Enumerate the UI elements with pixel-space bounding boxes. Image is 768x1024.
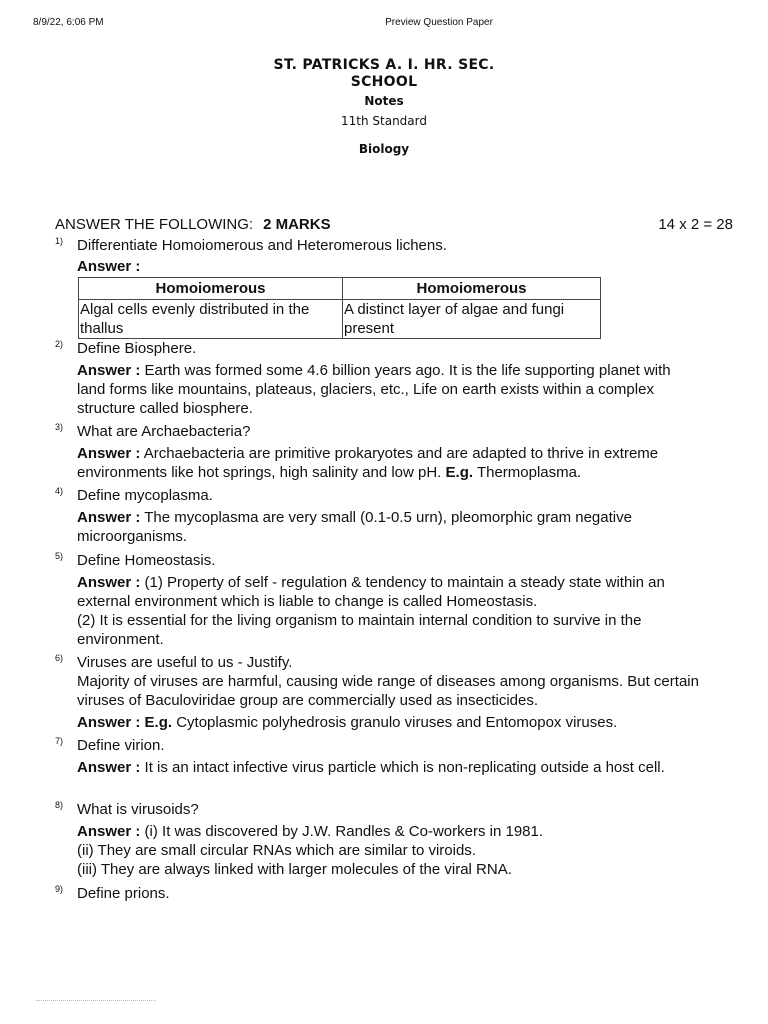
question-text: Define Biosphere. — [77, 340, 197, 357]
answer-block — [77, 361, 677, 418]
question-6 — [55, 653, 735, 732]
answer-block — [77, 444, 717, 482]
question-number: 8) — [55, 800, 64, 810]
question-1 — [55, 236, 735, 339]
question-7 — [55, 736, 735, 777]
question-text: Define virion. — [77, 737, 165, 754]
school-name-line1: ST. PATRICKS A. I. HR. SEC. — [273, 57, 495, 73]
answer-block — [77, 508, 667, 546]
table-row — [79, 300, 601, 339]
subject-label: Biology — [358, 142, 410, 156]
answer-label: Answer : — [77, 509, 141, 526]
question-text: Define Homeostasis. — [77, 552, 216, 569]
question-text: What are Archaebacteria? — [77, 423, 251, 440]
question-number: 3) — [55, 422, 64, 432]
print-datetime: 8/9/22, 6:06 PM — [33, 17, 104, 28]
standard-label: 11th Standard — [341, 114, 427, 128]
notes-heading: Notes — [364, 94, 404, 108]
footer-url-fragment — [36, 1000, 156, 1004]
question-2 — [55, 339, 735, 418]
answer-block — [77, 822, 735, 841]
section-label: ANSWER THE FOLLOWING: — [55, 216, 254, 233]
question-number: 1) — [55, 236, 64, 246]
table-cell: Algal cells evenly distributed in the thallus — [79, 300, 343, 339]
answer-block — [77, 758, 667, 777]
question-9 — [55, 884, 735, 903]
school-name-line2: SCHOOL — [350, 74, 418, 90]
section-total: 14 x 2 = 28 — [658, 216, 733, 233]
question-text: Viruses are useful to us - Justify. — [77, 654, 293, 671]
answer-text: Archaebacteria are primitive prokaryotes and are adapted to thrive in extreme environments like hot springs, high salinity and low pH. — [77, 445, 659, 481]
answer-label: Answer : — [77, 574, 141, 591]
answer-line: (ii) They are small circular RNAs which are similar to viroids. — [77, 842, 476, 859]
answer-label: Answer : — [77, 445, 141, 462]
section-marks: 2 MARKS — [263, 216, 331, 233]
question-number: 4) — [55, 486, 64, 496]
table-cell: A distinct layer of algae and fungi present — [343, 300, 601, 339]
question-extra-text: Majority of viruses are harmful, causing wide range of diseases among organisms. But certain viruses of Baculoviridae group are commercially used as insecticides. — [77, 673, 699, 709]
answer-block — [77, 257, 735, 276]
question-number: 5) — [55, 551, 64, 561]
question-text: Define mycoplasma. — [77, 487, 213, 504]
answer-example: Cytoplasmic polyhedrosis granulo viruses and Entomopox viruses. — [176, 714, 618, 731]
answer-extra: (2) It is essential for the living organism to maintain internal condition to survive in the environment. — [77, 612, 642, 648]
question-text: What is virusoids? — [77, 801, 199, 818]
eg-label: E.g. — [144, 714, 173, 731]
answer-label: Answer : — [77, 714, 141, 731]
question-number: 2) — [55, 339, 64, 349]
answer-text: (1) Property of self - regulation & tendency to maintain a steady state within an external environment which is liable to change is called Homeostasis. — [77, 574, 665, 610]
question-8 — [55, 800, 735, 879]
question-number: 9) — [55, 884, 64, 894]
print-page-title: Preview Question Paper — [385, 17, 493, 28]
question-3 — [55, 422, 735, 482]
comparison-table — [78, 277, 601, 339]
table-header-row — [79, 278, 601, 300]
question-text: Differentiate Homoiomerous and Heteromerous lichens. — [77, 237, 447, 254]
answer-label: Answer : — [77, 759, 141, 776]
question-5 — [55, 551, 735, 649]
answer-example: Thermoplasma. — [476, 464, 582, 481]
table-header-cell: Homoiomerous — [79, 278, 343, 300]
question-number: 6) — [55, 653, 64, 663]
question-number: 7) — [55, 736, 64, 746]
answer-label: Answer : — [77, 823, 141, 840]
question-4 — [55, 486, 735, 546]
table-header-cell: Homoiomerous — [343, 278, 601, 300]
section-heading — [55, 216, 733, 233]
question-text: Define prions. — [77, 885, 170, 902]
answer-text: (i) It was discovered by J.W. Randles & Co-workers in 1981. — [144, 823, 544, 840]
answer-block — [77, 713, 735, 732]
answer-text: The mycoplasma are very small (0.1-0.5 urn), pleomorphic gram negative microorganisms. — [77, 509, 632, 545]
answer-line: (iii) They are always linked with larger molecules of the viral RNA. — [77, 861, 512, 878]
answer-label: Answer : — [77, 362, 141, 379]
school-name — [0, 57, 768, 91]
answer-text: It is an intact infective virus particle which is non-replicating outside a host cell. — [144, 759, 665, 776]
answer-label: Answer : — [77, 258, 141, 275]
answer-text: Earth was formed some 4.6 billion years ago. It is the life supporting planet with land forms like mountains, plateaus, glaciers, etc., Life on earth exists within a complex structure called biosphere. — [77, 362, 671, 417]
eg-label: E.g. — [445, 464, 474, 481]
answer-block — [77, 573, 677, 611]
